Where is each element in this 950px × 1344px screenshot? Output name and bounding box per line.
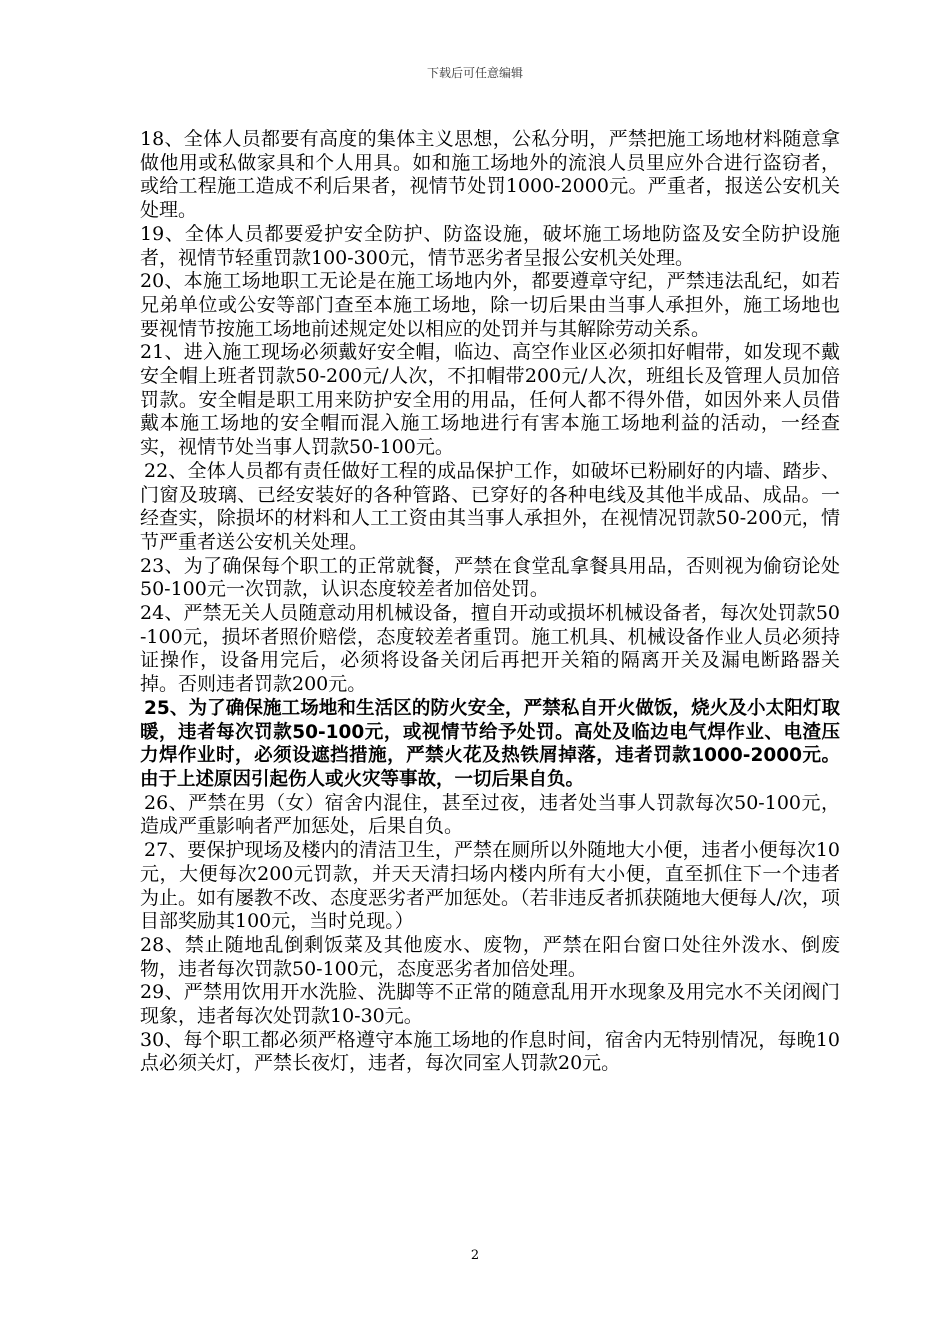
rule-25: 25、为了确保施工场地和生活区的防火安全，严禁私自开火做饭，烧火及小太阳灯取暖，违者每次罚款50-100元，或视情节给予处罚。高处及临边电气焊作业、电渣压力焊作业时，必须设遮挡措施，严禁火花及热铁屑掉落，违者罚款1000-2000元。由于上述原因引起伤人或火灾等事故，一切后果自负。 <box>140 697 840 790</box>
rule-30: 30、每个职工都必须严格遵守本施工场地的作息时间，宿舍内无特别情况，每晚10点必须关灯，严禁长夜灯，违者，每次同室人罚款20元。 <box>140 1028 840 1075</box>
rule-20: 20、本施工场地职工无论是在施工场地内外，都要遵章守纪，严禁违法乱纪，如若兄弟单位或公安等部门查至本施工场地，除一切后果由当事人承担外，施工场地也要视情节按施工场地前述规定处以相应的处罚并与其解除劳动关系。 <box>140 270 840 340</box>
page-number: 2 <box>470 1248 480 1263</box>
rule-28: 28、禁止随地乱倒剩饭菜及其他废水、废物，严禁在阳台窗口处往外泼水、倒废物，违者每次罚款50-100元，态度恶劣者加倍处理。 <box>140 933 840 980</box>
rule-18: 18、全体人员都要有高度的集体主义思想，公私分明，严禁把施工场地材料随意拿做他用或私做家具和个人用具。如和施工场地外的流浪人员里应外合进行盗窃者，或给工程施工造成不利后果者，视情节处罚1000-2000元。严重者，报送公安机关处理。 <box>140 128 840 222</box>
rule-27: 27、要保护现场及楼内的清洁卫生，严禁在厕所以外随地大小便，违者小便每次10元，大便每次200元罚款，并天天清扫场内楼内所有大小便，直至抓住下一个违者为止。如有屡教不改、态度恶劣者严加惩处。（若非违反者抓获随地大便每人/次，项目部奖励其100元，当时兑现。） <box>140 839 840 933</box>
rule-29: 29、严禁用饮用开水洗脸、洗脚等不正常的随意乱用开水现象及用完水不关闭阀门现象，违者每次处罚款10-30元。 <box>140 981 840 1028</box>
rule-23: 23、为了确保每个职工的正常就餐，严禁在食堂乱拿餐具用品，否则视为偷窃论处50-100元一次罚款，认识态度较差者加倍处罚。 <box>140 554 840 601</box>
page-header: 下载后可任意编辑 <box>426 66 523 80</box>
rule-22: 22、全体人员都有责任做好工程的成品保护工作，如破坏已粉刷好的内墙、踏步、门窗及玻璃、已经安装好的各种管路、已穿好的各种电线及其他半成品、成品。一经查实，除损坏的材料和人工工资由其当事人承担外，在视情况罚款50-200元，情节严重者送公安机关处理。 <box>140 459 840 553</box>
rule-24: 24、严禁无关人员随意动用机械设备，擅自开动或损坏机械设备者，每次处罚款50-100元，损坏者照价赔偿，态度较差者重罚。施工机具、机械设备作业人员必须持证操作，设备用完后，必须将设备关闭后再把开关箱的隔离开关及漏电断路器关掉。否则违者罚款200元。 <box>140 602 840 696</box>
rule-26: 26、严禁在男（女）宿舍内混住，甚至过夜，违者处当事人罚款每次50-100元，造成严重影响者严加惩处，后果自负。 <box>140 791 840 838</box>
rule-19: 19、全体人员都要爱护安全防护、防盗设施，破坏施工场地防盗及安全防护设施者，视情节轻重罚款100-300元，情节恶劣者呈报公安机关处理。 <box>140 222 840 269</box>
rule-21: 21、进入施工现场必须戴好安全帽，临边、高空作业区必须扣好帽带，如发现不戴安全帽上班者罚款50-200元/人次，不扣帽带200元/人次，班组长及管理人员加倍罚款。安全帽是职工用来防护安全用的用品，任何人都不得外借，如因外来人员借戴本施工场地的安全帽而混入施工场地进行有害本施工场地利益的活动，一经查实，视情节处当事人罚款50-100元。 <box>140 341 840 459</box>
document-body <box>140 128 840 1076</box>
